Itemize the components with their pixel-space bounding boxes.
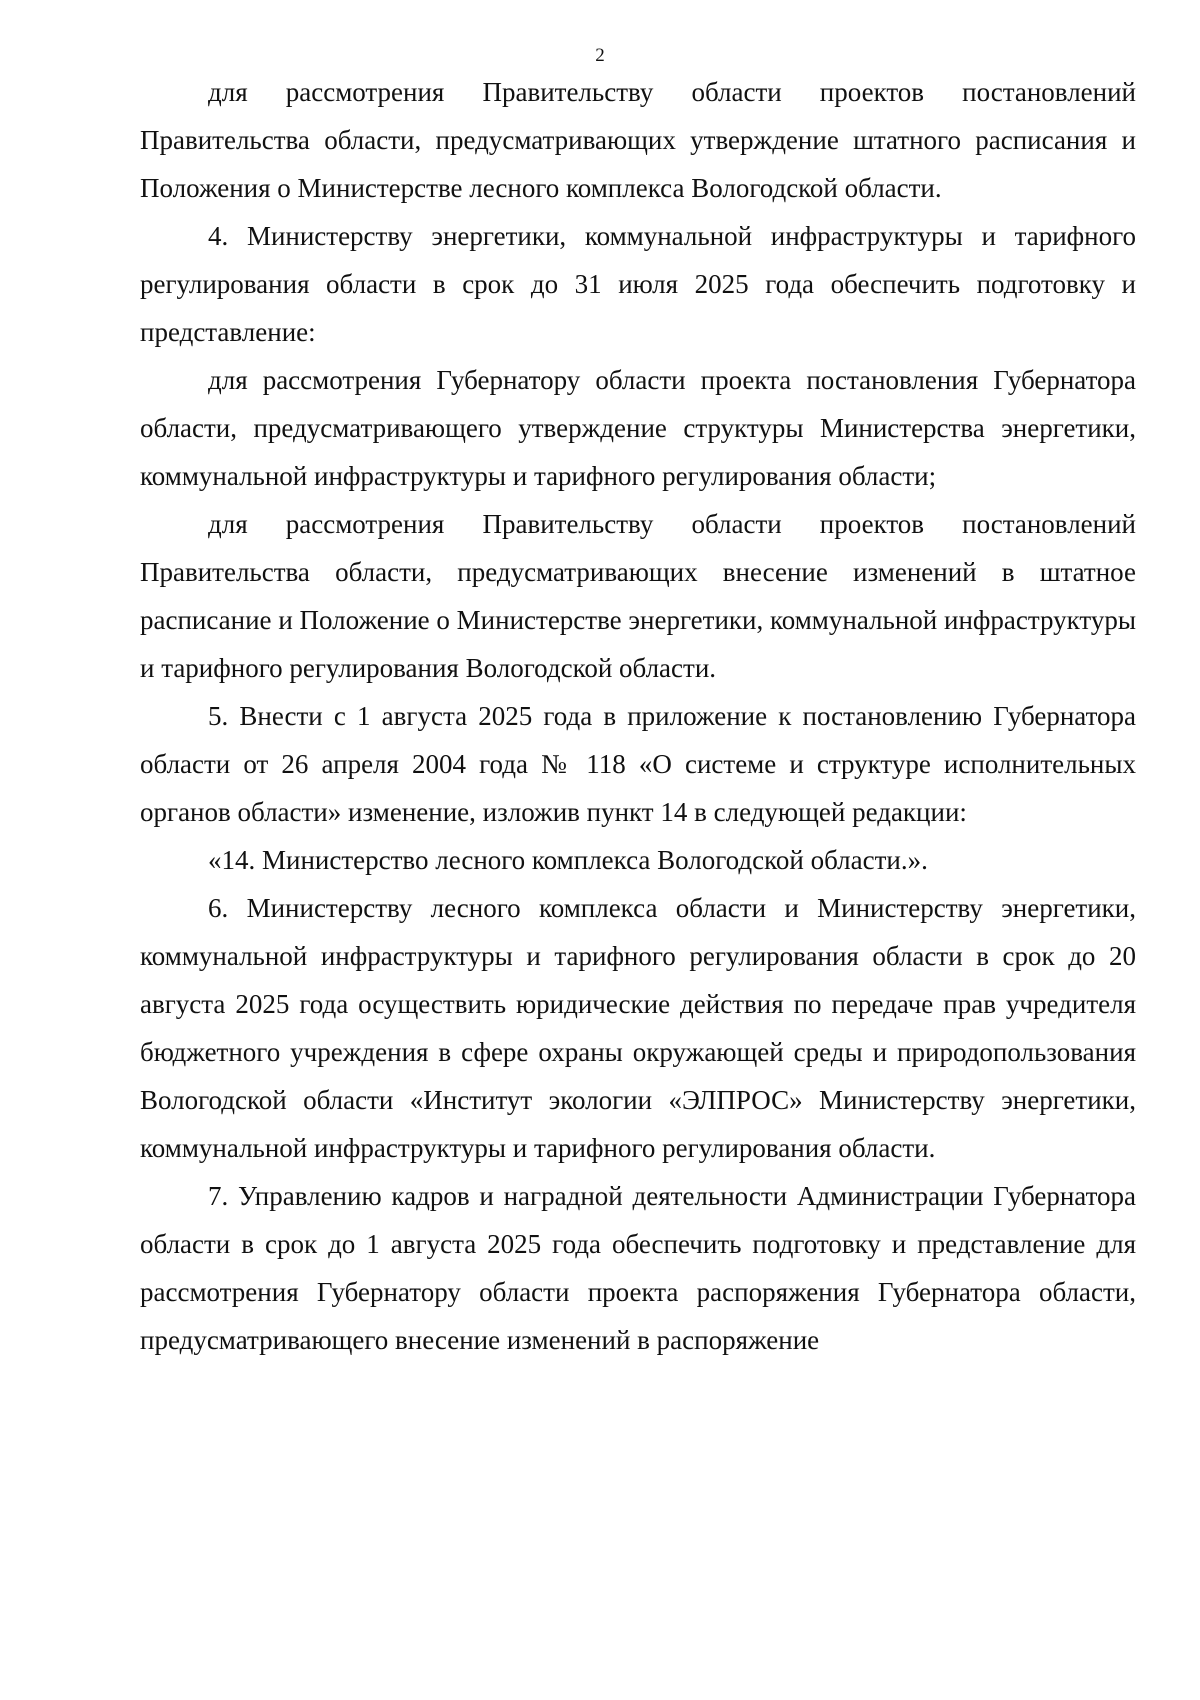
paragraph-item-7: 7. Управлению кадров и наградной деятельности Администрации Губернатора области в срок до 1 августа 2025 года обеспечить подготовку и представление для рассмотрения Губернатору области проекта распоряжения Губернатора области, предусматривающего внесение изменений в распоряжение: [140, 1181, 1136, 1355]
paragraph-item-4-sub-2: для рассмотрения Правительству области проектов постановлений Правительства области, предусматривающих внесение изменений в штатное расписание и Положение о Министерстве энергетики, коммунальной инфраструктуры и тарифного регулирования Вологодской области.: [140, 509, 1136, 683]
paragraph-item-5: 5. Внести с 1 августа 2025 года в приложение к постановлению Губернатора области от 26 апреля 2004 года № 118 «О системе и структуре исполнительных органов области» изменение, изложив пункт 14 в следующей редакции:: [140, 701, 1136, 827]
page-number: 2: [595, 45, 605, 66]
paragraph-item-4-sub-1: для рассмотрения Губернатору области проекта постановления Губернатора области, предусматривающего утверждение структуры Министерства энергетики, коммунальной инфраструктуры и тарифного регулирования области;: [140, 365, 1136, 491]
document-body: [140, 68, 1136, 1364]
paragraph-item-6: 6. Министерству лесного комплекса области и Министерству энергетики, коммунальной инфраструктуры и тарифного регулирования области в срок до 20 августа 2025 года осуществить юридические действия по передаче прав учредителя бюджетного учреждения в сфере охраны окружающей среды и природопользования Вологодской области «Институт экологии «ЭЛПРОС» Министерству энергетики, коммунальной инфраструктуры и тарифного регулирования области.: [140, 893, 1136, 1163]
paragraph-continuation: для рассмотрения Правительству области проектов постановлений Правительства области, предусматривающих утверждение штатного расписания и Положения о Министерстве лесного комплекса Вологодской области.: [140, 77, 1136, 203]
paragraph-item-4: 4. Министерству энергетики, коммунальной инфраструктуры и тарифного регулирования области в срок до 31 июля 2025 года обеспечить подготовку и представление:: [140, 221, 1136, 347]
paragraph-item-5-quote: «14. Министерство лесного комплекса Вологодской области.».: [208, 845, 928, 875]
